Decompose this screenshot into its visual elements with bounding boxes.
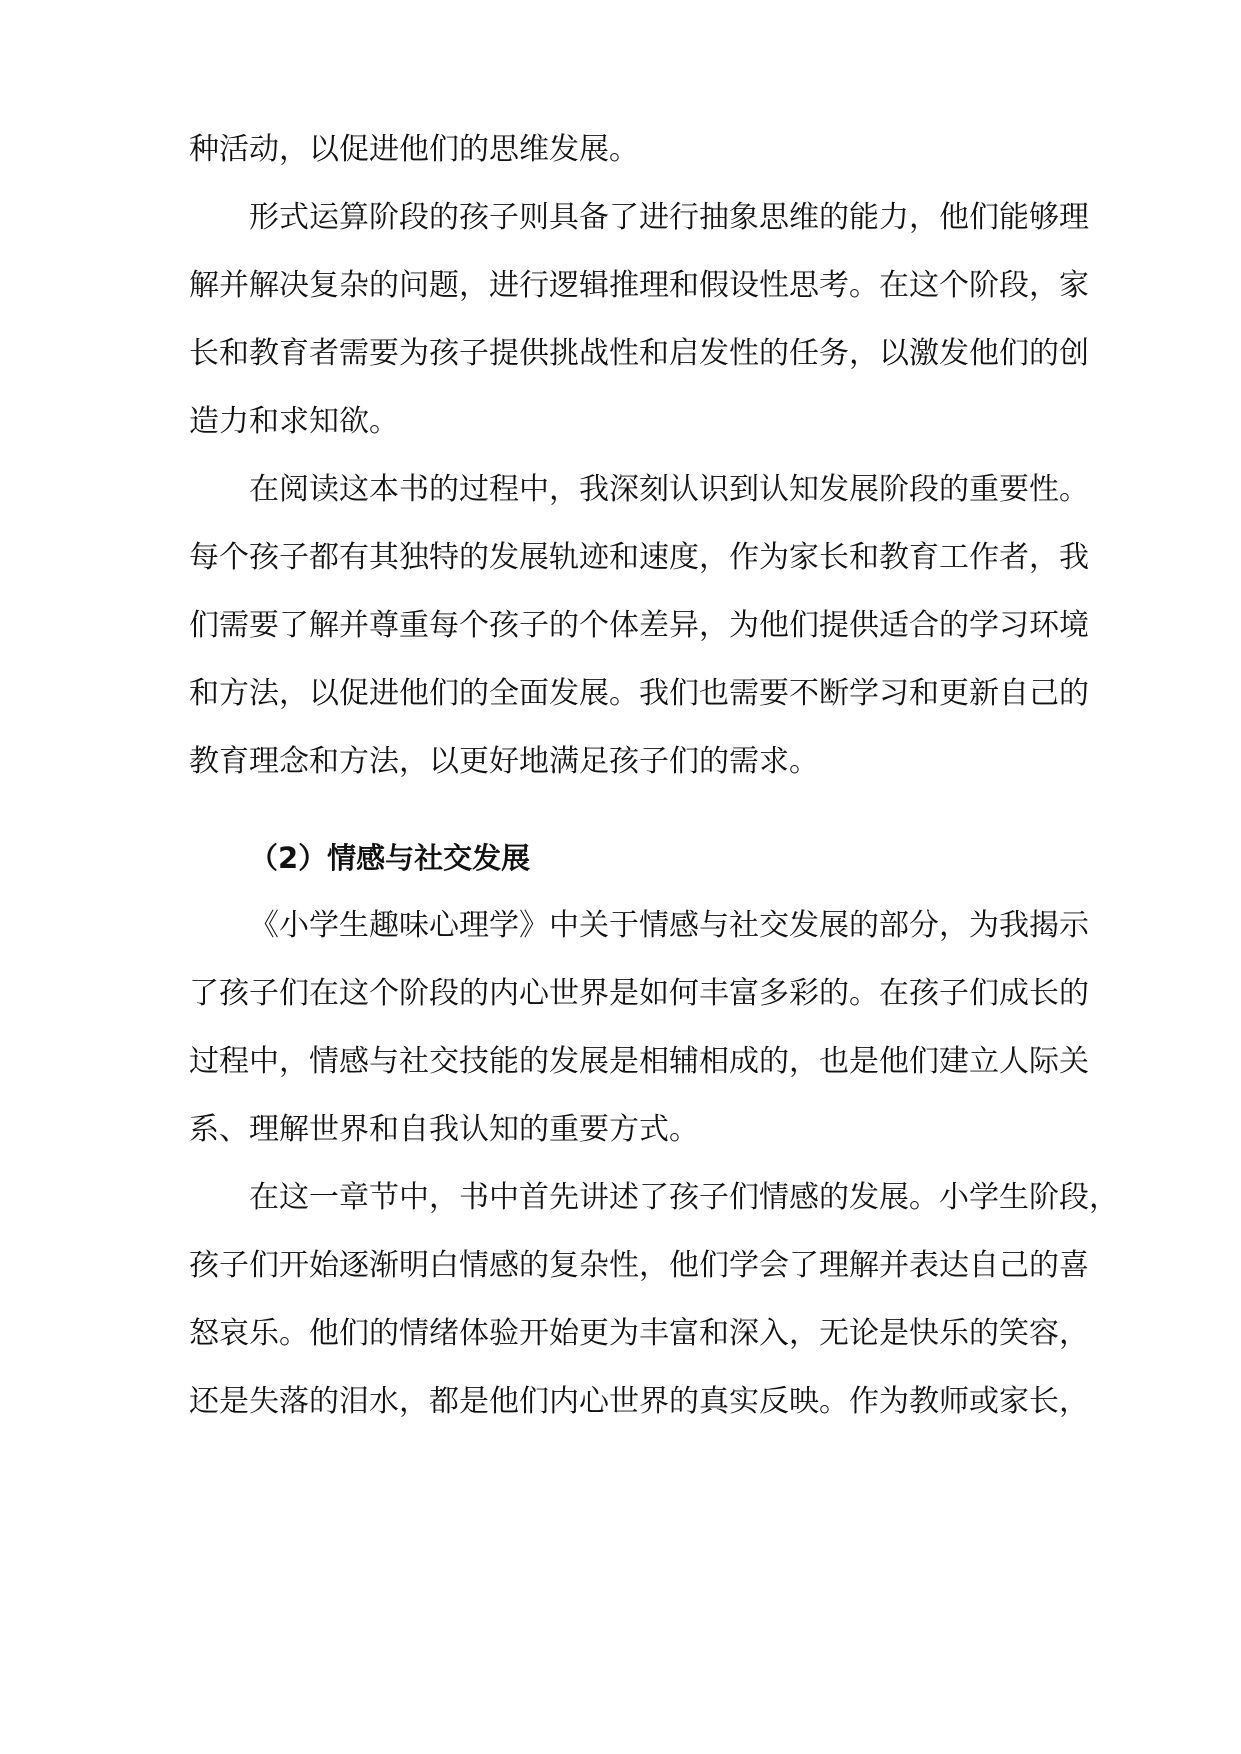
paragraph-first-line: 在这一章节中，书中首先讲述了孩子们情感的发展。小学生阶段，	[249, 1180, 1119, 1215]
paragraph-first-line: 在阅读这本书的过程中，我深刻认识到认知发展阶段的重要性。	[249, 472, 1089, 507]
body-line: 造力和求知欲。	[189, 404, 399, 439]
body-line: 解并解决复杂的问题，进行逻辑推理和假设性思考。在这个阶段，家	[189, 268, 1089, 303]
body-line: 系、理解世界和自我认知的重要方式。	[189, 1112, 699, 1147]
body-line: 种活动，以促进他们的思维发展。	[189, 132, 639, 167]
body-line: 和方法，以促进他们的全面发展。我们也需要不断学习和更新自己的	[189, 676, 1089, 711]
body-line: 了孩子们在这个阶段的内心世界是如何丰富多彩的。在孩子们成长的	[189, 976, 1089, 1011]
body-line: 长和教育者需要为孩子提供挑战性和启发性的任务，以激发他们的创	[189, 336, 1089, 371]
body-line: 孩子们开始逐渐明白情感的复杂性，他们学会了理解并表达自己的喜	[189, 1248, 1089, 1283]
body-line: 还是失落的泪水，都是他们内心世界的真实反映。作为教师或家长，	[189, 1384, 1089, 1419]
section-heading: （2）情感与社交发展	[249, 841, 531, 875]
body-line: 怒哀乐。他们的情绪体验开始更为丰富和深入，无论是快乐的笑容，	[189, 1316, 1089, 1351]
body-line: 们需要了解并尊重每个孩子的个体差异，为他们提供适合的学习环境	[189, 608, 1089, 643]
body-line: 过程中，情感与社交技能的发展是相辅相成的，也是他们建立人际关	[189, 1044, 1089, 1079]
body-line: 教育理念和方法，以更好地满足孩子们的需求。	[189, 744, 819, 779]
body-line: 每个孩子都有其独特的发展轨迹和速度，作为家长和教育工作者，我	[189, 540, 1089, 575]
paragraph-first-line: 形式运算阶段的孩子则具备了进行抽象思维的能力，他们能够理	[249, 200, 1089, 235]
paragraph-first-line: 《小学生趣味心理学》中关于情感与社交发展的部分，为我揭示	[249, 908, 1089, 943]
